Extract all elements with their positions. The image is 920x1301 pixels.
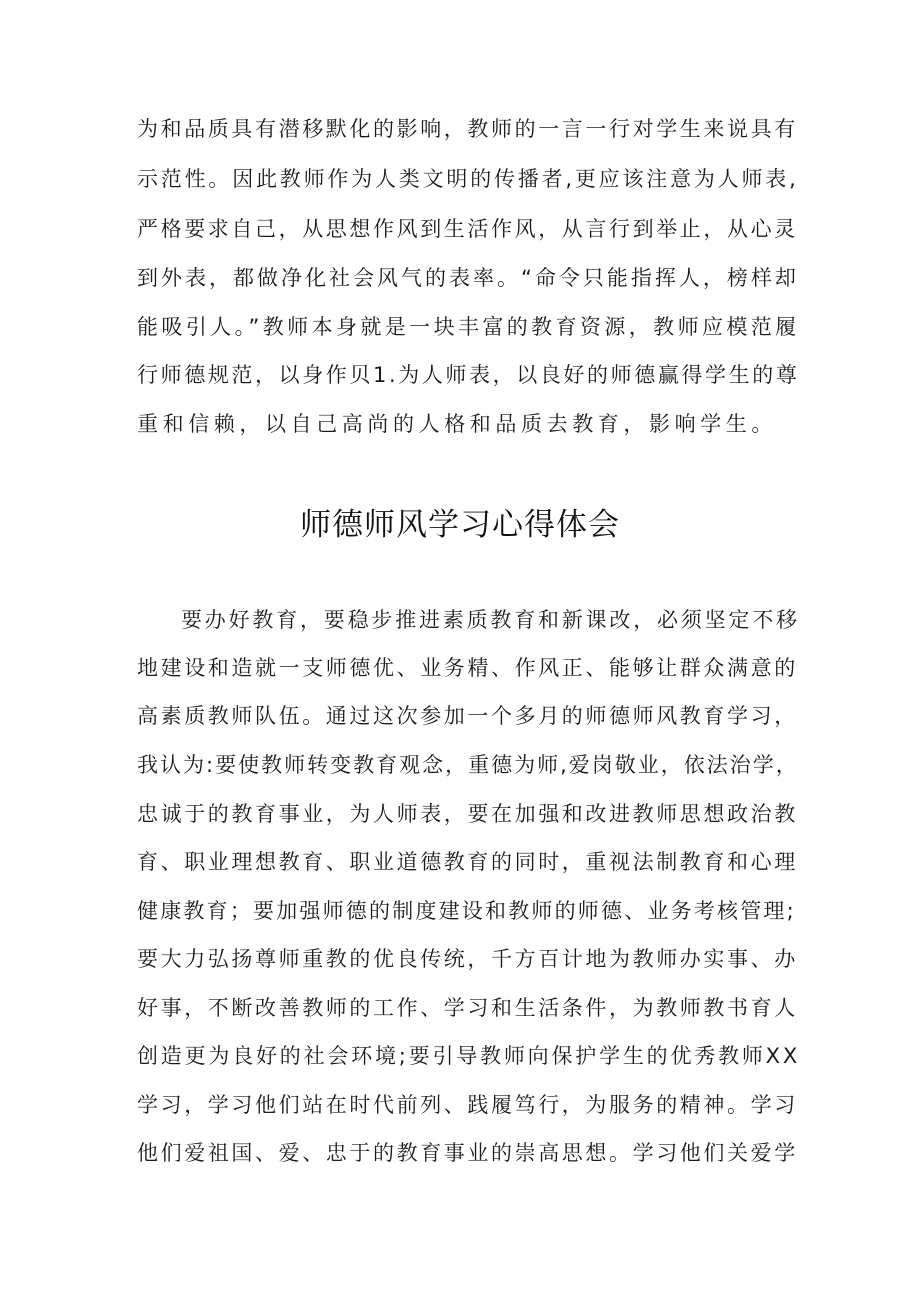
paragraph-line: 为和品质具有潜移默化的影响，教师的一言一行对学生来说具有	[137, 117, 798, 141]
paragraph-line: 我认为:要使教师转变教育观念，重德为师,爱岗敬业，依法治学，	[137, 753, 799, 777]
paragraph-line: 要办好教育，要稳步推进素质教育和新课改，必须坚定不移	[181, 608, 800, 632]
paragraph-line: 要大力弘扬尊师重教的优良传统，千方百计地为教师办实事、办	[137, 947, 798, 971]
paragraph-line: 高素质教师队伍。通过这次参加一个多月的师德师风教育学习，	[137, 704, 798, 728]
paragraph-line: 示范性。因此教师作为人类文明的传播者,更应该注意为人师表,	[137, 167, 799, 191]
paragraph-line: 他们爱祖国、爱、忠于的教育事业的崇高思想。学习他们关爱学	[137, 1141, 798, 1165]
paragraph-line: 到外表，都做净化社会风气的表率。“命令只能指挥人，榜样却	[137, 266, 799, 290]
paragraph-line: 好事，不断改善教师的工作、学习和生活条件，为教师教书育人	[137, 996, 798, 1020]
paragraph-line: 创造更为良好的社会环境;要引导教师向保护学生的优秀教师XX	[137, 1044, 801, 1068]
paragraph-line: 忠诚于的教育事业，为人师表，要在加强和改进教师思想政治教	[137, 802, 798, 826]
paragraph-line: 学习，学习他们站在时代前列、践履笃行，为服务的精神。学习	[137, 1093, 798, 1117]
document-title: 师德师风学习心得体会	[300, 507, 620, 543]
paragraph-line: 行师德规范，以身作贝1.为人师表，以良好的师德赢得学生的尊	[137, 363, 800, 387]
paragraph-line: 能吸引人。”教师本身就是一块丰富的教育资源，教师应模范履	[137, 315, 800, 339]
paragraph-line: 严格要求自己，从思想作风到生活作风，从言行到举止，从心灵	[137, 217, 798, 241]
paragraph-line: 育、职业理想教育、职业道德教育的同时，重视法制教育和心理	[137, 850, 798, 874]
paragraph-line: 健康教育；要加强师德的制度建设和教师的师德、业务考核管理;	[137, 899, 796, 923]
paragraph-line: 重和信赖，以自己高尚的人格和品质去教育，影响学生。	[137, 412, 777, 436]
paragraph-line: 地建设和造就一支师德优、业务精、作风正、能够让群众满意的	[137, 656, 798, 680]
